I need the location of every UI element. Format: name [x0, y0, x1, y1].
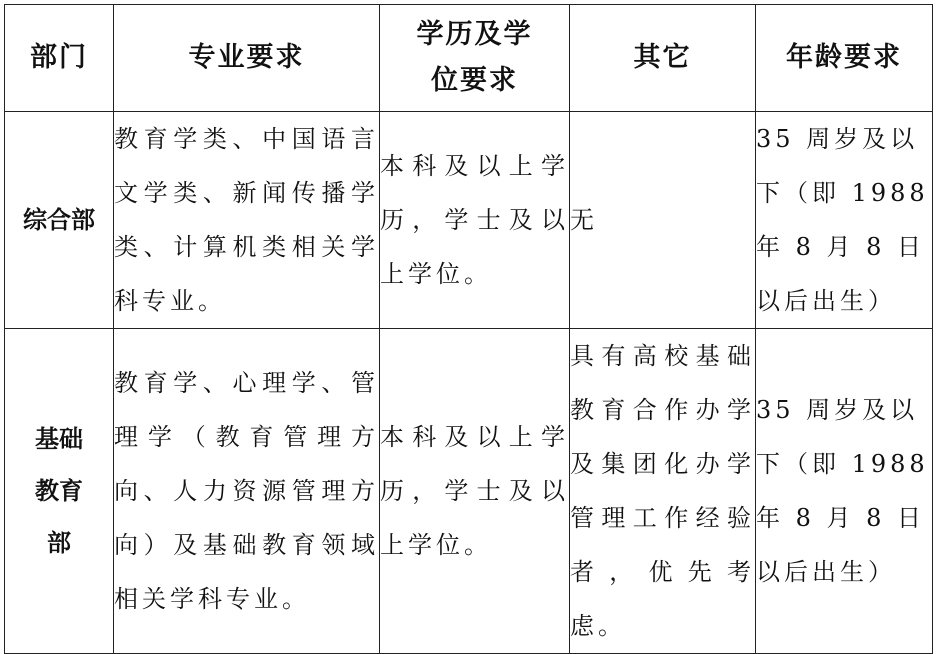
- degree-cell: 本科及以上学历，学士及以上学位。: [380, 329, 570, 654]
- other-cell: 无: [570, 112, 756, 329]
- table-row: [5, 112, 933, 329]
- age-cell: 35 周岁及以下（即 1988 年 8 月 8 日以后出生）: [756, 112, 933, 329]
- other-cell: 具有高校基础教育合作办学及集团化办学管理工作经验者，优先考虑。: [570, 329, 756, 654]
- major-cell: 教育学、心理学、管理学（教育管理方向、人力资源管理方向）及基础教育领域相关学科专业。: [114, 329, 380, 654]
- table-row: [5, 329, 933, 654]
- major-cell: 教育学类、中国语言文学类、新闻传播学类、计算机类相关学科专业。: [114, 112, 380, 329]
- header-row: [5, 5, 933, 112]
- age-cell: 35 周岁及以下（即 1988 年 8 月 8 日以后出生）: [756, 329, 933, 654]
- degree-cell: 本科及以上学历，学士及以上学位。: [380, 112, 570, 329]
- header-age: 年龄要求: [756, 5, 933, 112]
- dept-cell: 基础教育部: [5, 329, 114, 654]
- requirements-table: [4, 4, 933, 654]
- header-major: 专业要求: [114, 5, 380, 112]
- header-other: 其它: [570, 5, 756, 112]
- header-degree: 学历及学位要求: [380, 5, 570, 112]
- header-dept: 部门: [5, 5, 114, 112]
- dept-cell: 综合部: [5, 112, 114, 329]
